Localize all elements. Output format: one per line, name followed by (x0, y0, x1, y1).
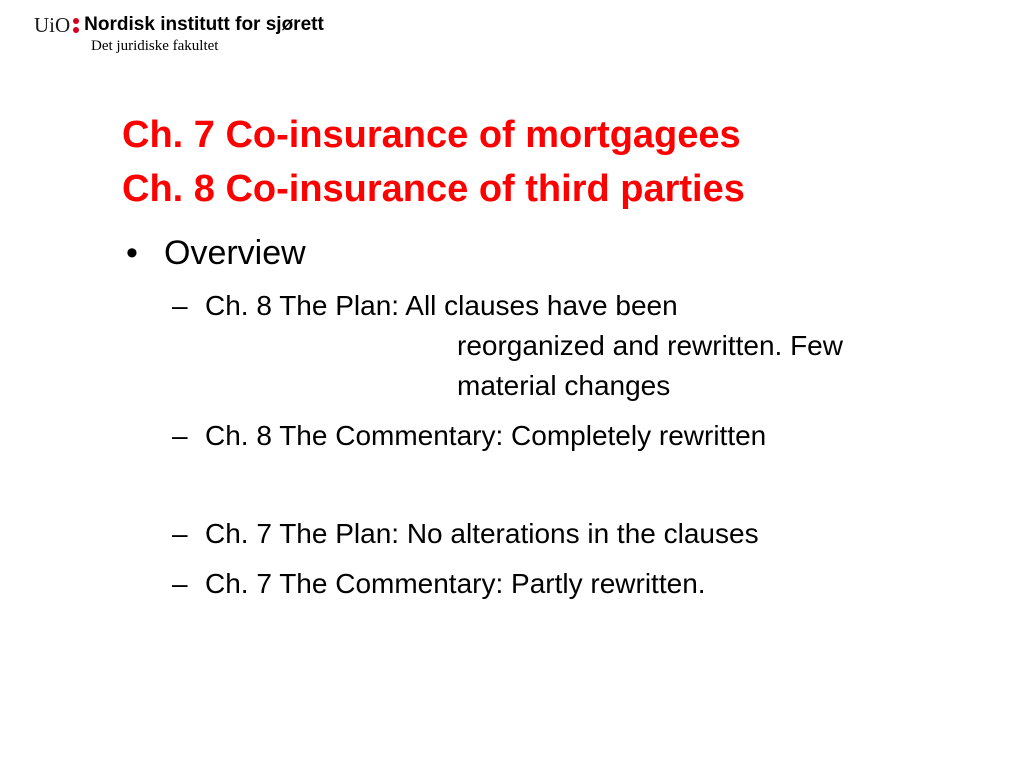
logo-dot-bottom (73, 27, 79, 33)
dash-mark: – (172, 518, 188, 549)
sub-item-ch8-plan-cont-1 (122, 326, 843, 366)
sub-item-text: Ch. 8 The Plan: All clauses have been (205, 290, 678, 321)
sub-item-text: Ch. 7 The Commentary: Partly rewritten. (205, 568, 706, 599)
sub-item-text: Ch. 8 The Commentary: Completely rewritten (205, 420, 767, 451)
dash-mark: – (172, 568, 188, 599)
bullet-text: Overview (164, 234, 306, 272)
slide-title (122, 108, 745, 216)
slide-body (122, 232, 843, 604)
logo-dot-top (73, 18, 79, 24)
bullet-overview (122, 232, 306, 274)
continuation-text: material changes (457, 370, 671, 401)
dash-mark: – (172, 290, 188, 321)
title-line-2: Ch. 8 Co-insurance of third parties (122, 168, 745, 210)
institute-name: Nordisk institutt for sjørett (84, 14, 324, 35)
sub-item-ch8-commentary (122, 416, 767, 456)
logo-line (34, 12, 324, 38)
sub-item-ch7-plan (122, 514, 759, 554)
sub-item-ch8-plan-cont-2 (122, 366, 671, 406)
continuation-text: reorganized and rewritten. Few (457, 330, 843, 361)
faculty-name: Det juridiske fakultet (91, 38, 219, 54)
sub-item-text: Ch. 7 The Plan: No alterations in the clauses (205, 518, 759, 549)
uio-logo: UiO (34, 12, 71, 37)
sub-item-ch8-plan (122, 286, 678, 326)
title-line-1: Ch. 7 Co-insurance of mortgagees (122, 114, 741, 156)
dash-mark: – (172, 420, 188, 451)
sub-item-ch7-commentary (122, 564, 706, 604)
bullet-mark: • (126, 234, 138, 272)
uio-logo-dots-icon (73, 18, 79, 33)
institution-header (34, 12, 324, 55)
